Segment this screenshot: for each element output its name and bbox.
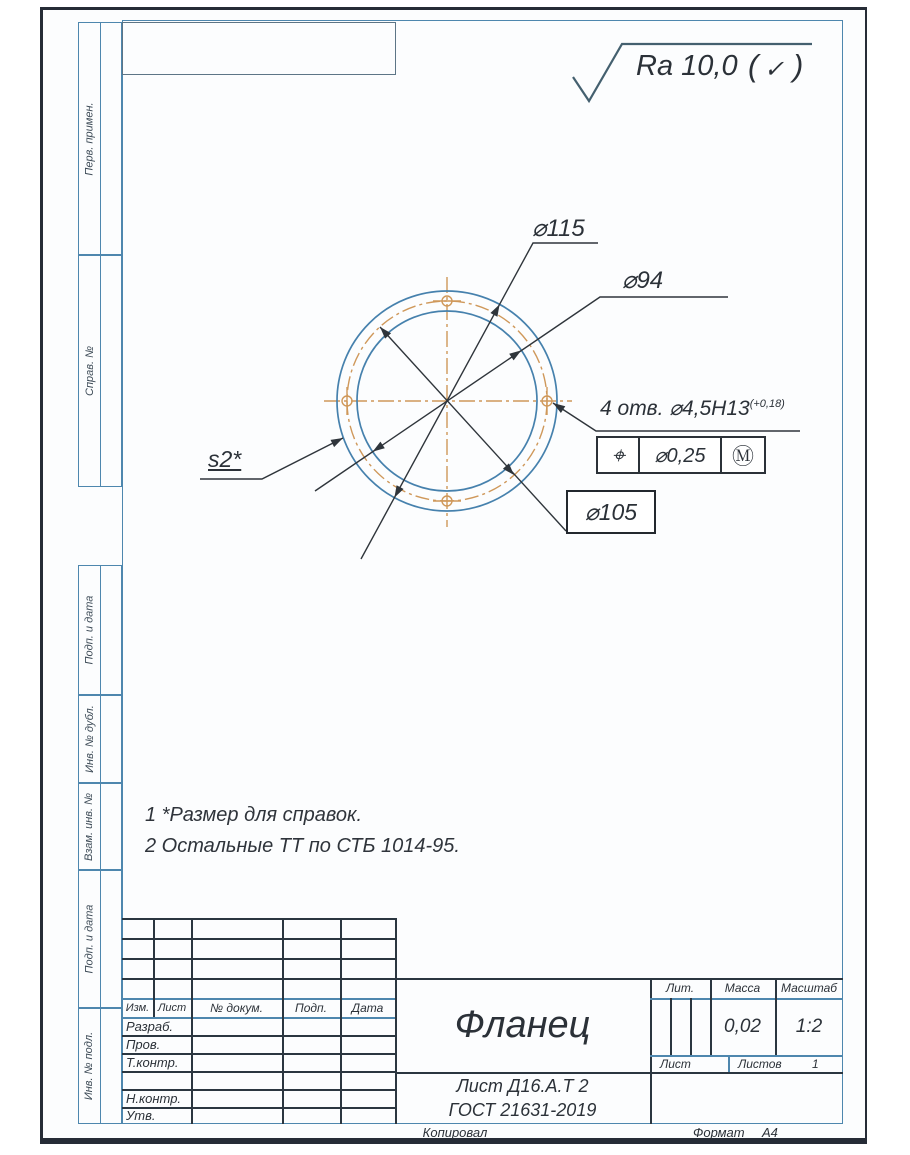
part-title: Фланец	[454, 1003, 591, 1046]
dim-holes-tolerance: (+0,18)	[749, 398, 785, 410]
margin-label-wrap	[79, 871, 100, 1007]
margin-label: Инв. № дубл.	[83, 705, 96, 773]
roughness-paren-open: (	[748, 48, 759, 83]
margin-label: Подп. и дата	[83, 595, 96, 665]
scale-value: 1:2	[795, 1015, 823, 1037]
titleblock-line	[728, 1055, 730, 1072]
roughness-basis-check-icon: ✓	[764, 56, 785, 83]
margin-label: Подп. и дата	[83, 904, 96, 974]
staff-tkontr: Т.контр.	[126, 1054, 179, 1070]
note-line-2: 2 Остальные ТТ по СТБ 1014-95.	[145, 835, 460, 857]
staff-razrab: Разраб.	[126, 1018, 174, 1034]
margin-section-inv-podl	[78, 1008, 122, 1124]
margin-label: Взам. инв. №	[83, 792, 96, 861]
dim-thickness: s2*	[208, 446, 242, 472]
margin-label-wrap	[79, 256, 100, 486]
material-line-1: Лист Д16.А.Т 2	[456, 1075, 589, 1096]
footer-format-label: Формат	[693, 1124, 745, 1140]
technical-notes	[145, 800, 460, 862]
rev-col-izm: Изм.	[125, 1001, 150, 1014]
designation-box	[122, 22, 396, 75]
rev-col-data: Дата	[351, 1000, 384, 1015]
rev-col-list: Лист	[157, 1001, 187, 1014]
roughness-value: Ra 10,0	[636, 50, 738, 82]
sheets-label: Листов	[738, 1056, 782, 1071]
footer-copied: Копировал	[422, 1124, 488, 1140]
dim-outer-diameter: ⌀115	[532, 215, 585, 242]
titleblock-line	[670, 998, 672, 1055]
margin-section-podp-data-2	[78, 870, 122, 1008]
footer-format-value: А4	[762, 1124, 778, 1140]
roughness-paren-close: )	[793, 48, 804, 83]
titleblock-line	[191, 918, 193, 1124]
rev-col-dokum: № докум.	[210, 1000, 263, 1015]
staff-nkontr: Н.контр.	[126, 1090, 182, 1106]
mass-label: Масса	[724, 981, 761, 995]
rev-col-podp: Подп.	[295, 1000, 327, 1015]
margin-label: Справ. №	[83, 346, 96, 396]
margin-section-vzam-inv	[78, 783, 122, 870]
titleblock-line	[340, 918, 342, 1124]
titleblock-line	[122, 958, 395, 960]
margin-label: Инв. № подл.	[83, 1031, 96, 1101]
dim-holes-text: 4 отв. ⌀4,5H13	[600, 397, 750, 420]
titleblock-line	[122, 918, 395, 920]
margin-section-inv-dubl	[78, 695, 122, 783]
mass-value: 0,02	[724, 1015, 761, 1037]
position-tolerance-value: ⌀0,25	[640, 438, 722, 472]
staff-utv: Утв.	[126, 1108, 156, 1123]
margin-section-perv-primen	[78, 22, 122, 255]
note-line-1: 1 *Размер для справок.	[145, 804, 363, 826]
material-line-2: ГОСТ 21631-2019	[448, 1099, 597, 1120]
margin-label-wrap	[79, 566, 100, 694]
lit-label: Лит.	[665, 981, 695, 995]
titleblock-line	[122, 1071, 395, 1073]
margin-label-wrap	[79, 1009, 100, 1123]
position-symbol-icon: ⌖	[598, 438, 640, 472]
margin-section-podp-data-1	[78, 565, 122, 695]
dim-holes-note	[600, 396, 785, 421]
margin-label-wrap	[79, 784, 100, 869]
dim-bolt-circle: ⌀105	[584, 498, 638, 525]
margin-label: Перв. примен.	[83, 101, 96, 176]
scale-label: Масштаб	[780, 981, 838, 995]
sheet-label: Лист	[660, 1056, 691, 1071]
titleblock-line	[690, 998, 692, 1055]
max-material-icon: Ⓜ	[731, 443, 754, 469]
sheets-value: 1	[812, 1056, 819, 1071]
titleblock-line	[122, 938, 395, 940]
margin-section-sprav	[78, 255, 122, 487]
staff-prov: Пров.	[126, 1036, 161, 1052]
titleblock-line	[650, 978, 652, 1124]
dim-inner-diameter: ⌀94	[622, 267, 664, 294]
margin-label-wrap	[79, 696, 100, 782]
titleblock-line	[282, 918, 284, 1124]
margin-label-wrap	[79, 23, 100, 254]
position-tolerance-frame	[596, 436, 766, 474]
dim-bolt-circle-box	[566, 490, 656, 534]
